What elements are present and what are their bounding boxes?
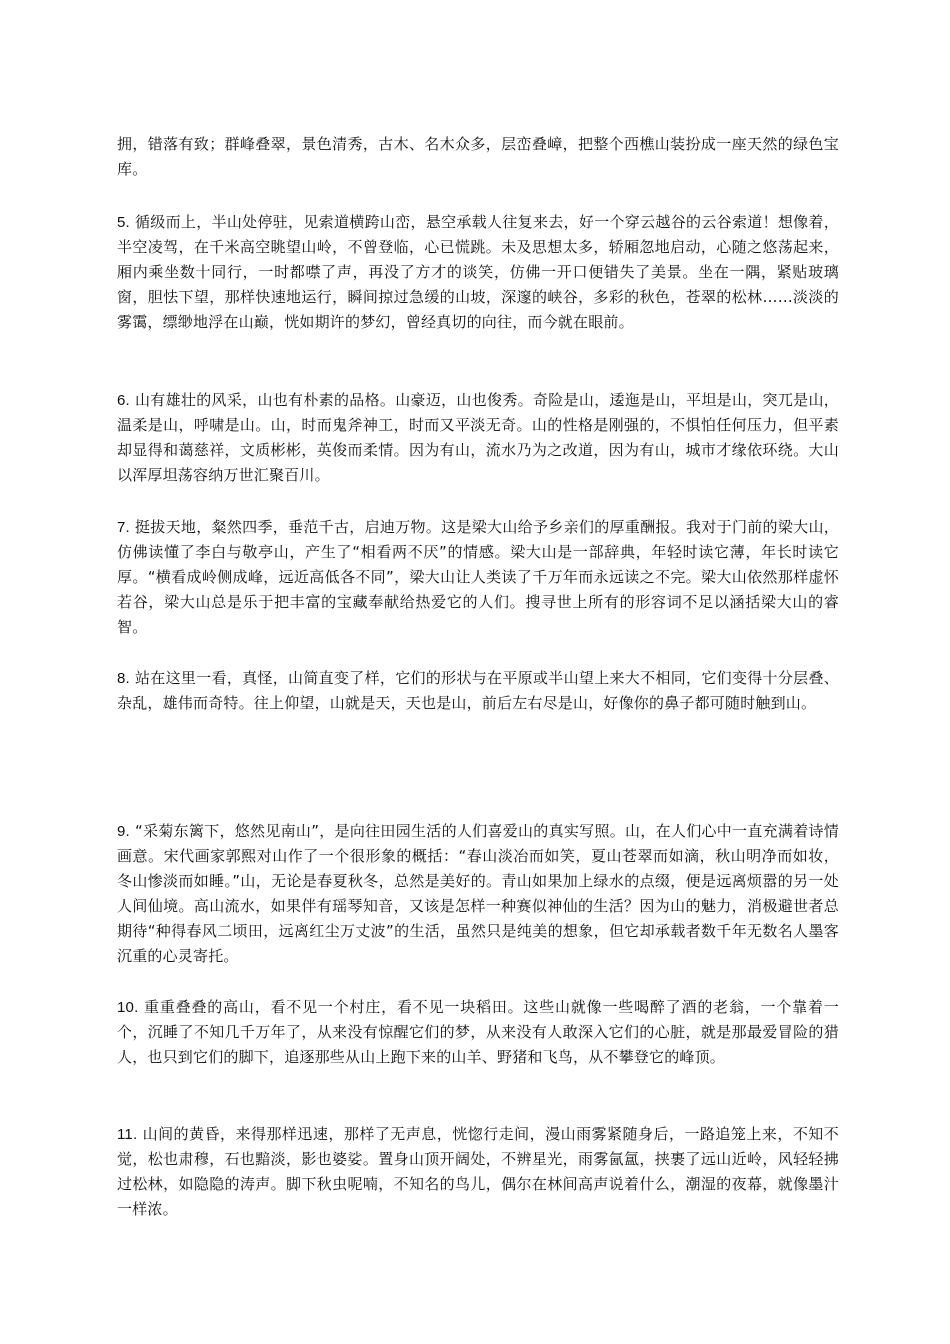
paragraph-number: 8. <box>117 670 130 687</box>
paragraph-number: 9. <box>117 823 130 840</box>
paragraph-text: 挺拔天地，粲然四季，垂范千古，启迪万物。这是梁大山给予乡亲们的厚重酬报。我对于门前的梁大山，仿佛读懂了李白与敬亭山，产生了“相看两不厌”的情感。梁大山是一部辞典，年轻时读它薄，年长时读它厚。“横看成岭侧成峰，远近高低各不同”，梁大山让人类读了千万年而永远读之不完。梁大山依然那样虚怀若谷，梁大山总是乐于把丰富的宝藏奉献给热爱它的人们。搜寻世上所有的形容词不足以涵括梁大山的睿智。 <box>117 518 839 636</box>
paragraph-text: 循级而上，半山处停驻，见索道横跨山峦，悬空承载人往复来去，好一个穿云越谷的云谷索道！想像着，半空凌驾，在千米高空眺望山岭，不曾登临，心已慌跳。未及思想太多，轿厢忽地启动，心随之悠荡起来，厢内乘坐数十同行，一时都噤了声，再没了方才的谈笑，仿佛一开口便错失了美景。坐在一隅，紧贴玻璃窗，胆怯下望，那样快速地运行，瞬间掠过急缓的山坡，深邃的峡谷，多彩的秋色，苍翠的松林……淡淡的雾霭，缥缈地浮在山巅，恍如期许的梦幻，曾经真切的向往，而今就在眼前。 <box>117 213 839 331</box>
paragraph-number: 6. <box>117 392 130 409</box>
paragraph-text: “采菊东篱下，悠然见南山”，是向往田园生活的人们喜爱山的真实写照。山，在人们心中一直充满着诗情画意。宋代画家郭熙对山作了一个很形象的概括：“春山淡冶而如笑，夏山苍翠而如滴，秋山明净而如妆，冬山惨淡而如睡。”山，无论是春夏秋冬，总然是美好的。青山如果加上绿水的点缀，便是远离烦嚣的另一处人间仙境。高山流水，如果伴有瑶琴知音，又该是怎样一种赛似神仙的生活？因为山的魅力，消极避世者总期待“种得春风二顷田，远离红尘万丈波”的生活，虽然只是纯美的想象，但它却承载者数千年无数名人墨客沉重的心灵寄托。 <box>117 822 839 965</box>
paragraph-continued <box>117 132 839 182</box>
paragraph-text: 山间的黄昏，来得那样迅速，那样了无声息，恍惚行走间，漫山雨雾紧随身后，一路追笼上来，不知不觉，松也肃穆，石也黯淡，影也婆娑。置身山顶开阔处，不辨星光，雨雾氤氲，挟裹了远山近岭，风轻轻拂过松林，如隐隐的涛声。脚下秋虫呢喃，不知名的鸟儿，偶尔在林间高声说着什么，潮湿的夜幕，就像墨汁一样浓。 <box>117 1125 839 1218</box>
paragraph-7 <box>117 515 839 640</box>
paragraph-9 <box>117 819 839 969</box>
paragraph-number: 11. <box>117 1126 138 1143</box>
paragraph-number: 5. <box>117 214 130 231</box>
paragraph-text: 重重叠叠的高山，看不见一个村庄，看不见一块稻田。这些山就像一些喝醉了酒的老翁，一个靠着一个，沉睡了不知几千万年了，从来没有惊醒它们的梦，从来没有人敢深入它们的心脏，就是那最爱冒险的猎人，也只到它们的脚下，追逐那些从山上跑下来的山羊、野猪和飞鸟，从不攀登它的峰顶。 <box>117 998 839 1066</box>
paragraph-number: 7. <box>117 519 130 536</box>
paragraph-11 <box>117 1122 839 1222</box>
paragraph-text: 站在这里一看，真怪，山简直变了样，它们的形状与在平原或半山望上来大不相同，它们变得十分层叠、杂乱，雄伟而奇特。往上仰望，山就是天，天也是山，前后左右尽是山，好像你的鼻子都可随时触到山。 <box>117 669 839 712</box>
paragraph-8 <box>117 666 839 716</box>
paragraph-text: 山有雄壮的风采，山也有朴素的品格。山豪迈，山也俊秀。奇险是山，逶迤是山，平坦是山，突兀是山，温柔是山，呼啸是山。山，时而鬼斧神工，时而又平淡无奇。山的性格是刚强的，不惧怕任何压力，但平素却显得和蔼慈祥，文质彬彬，英俊而柔情。因为有山，流水乃为之改道，因为有山，城市才缘依环绕。大山以浑厚坦荡容纳万世汇聚百川。 <box>117 391 839 484</box>
paragraph-10 <box>117 995 839 1070</box>
paragraph-6 <box>117 388 839 488</box>
paragraph-number: 10. <box>117 999 139 1016</box>
paragraph-text: 拥，错落有致；群峰叠翠，景色清秀，古木、名木众多，层峦叠嶂，把整个西樵山装扮成一座天然的绿色宝库。 <box>117 135 839 178</box>
paragraph-5 <box>117 210 839 335</box>
